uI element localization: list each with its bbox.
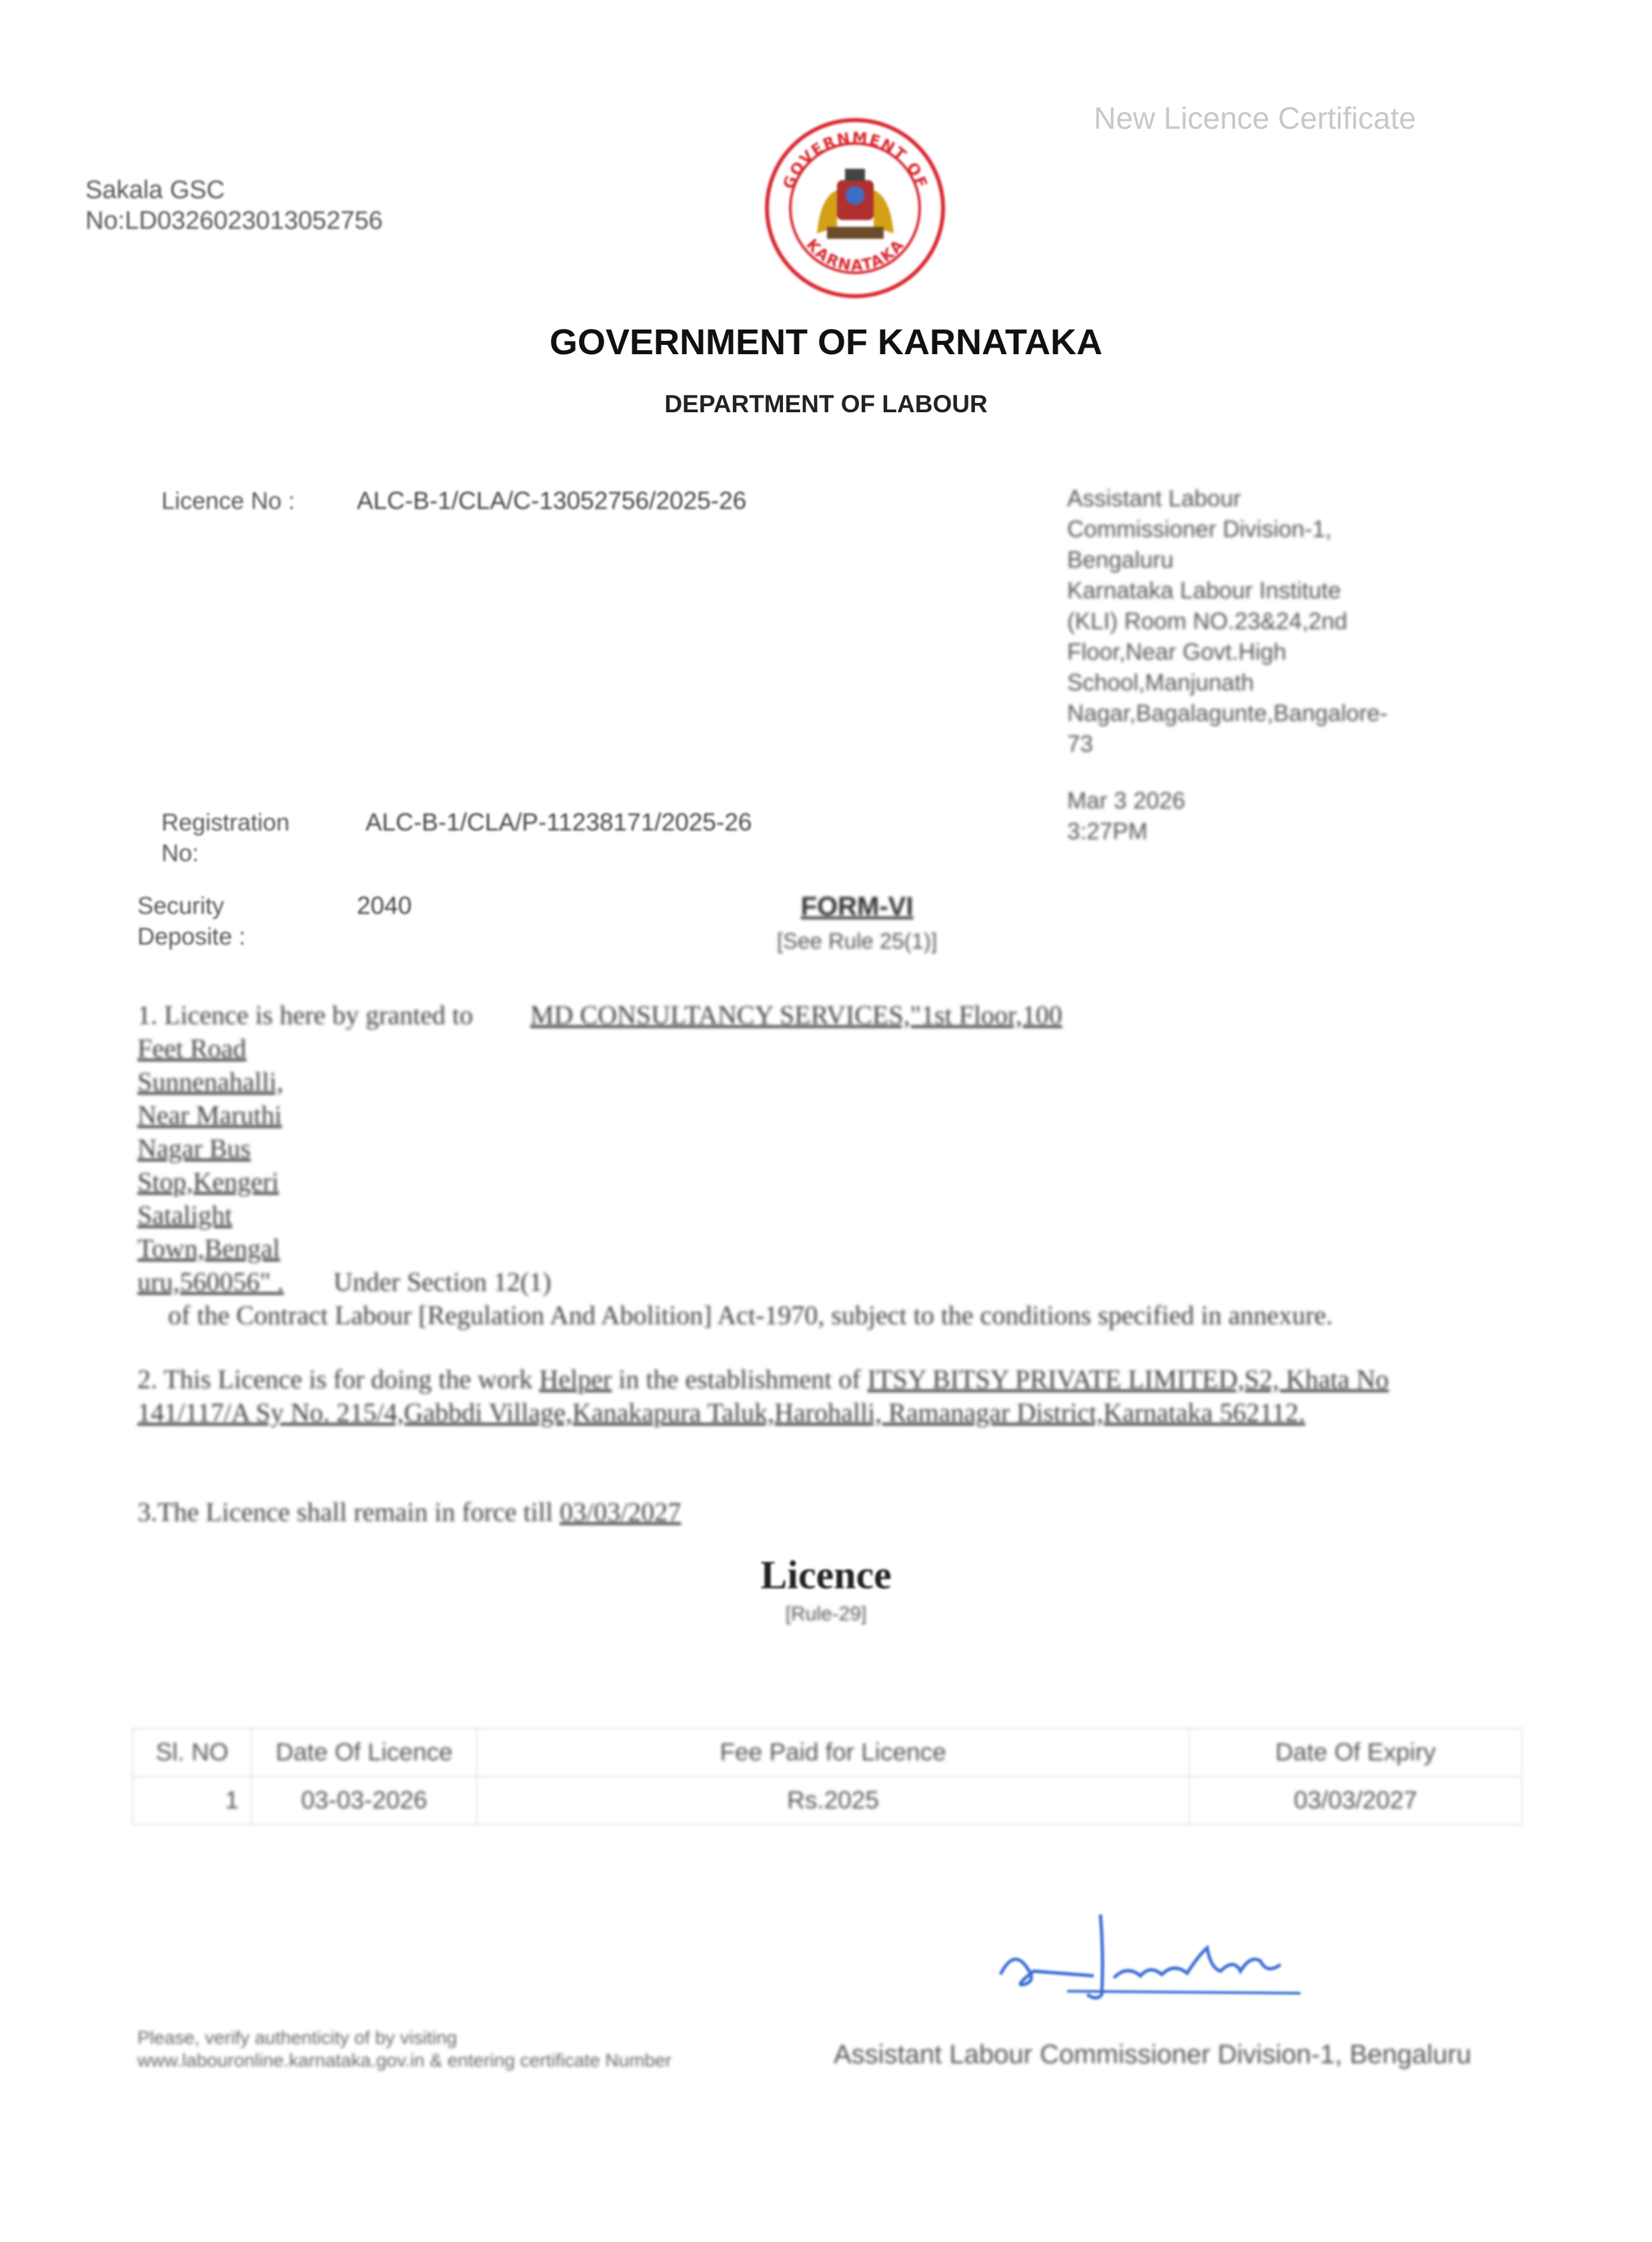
form-rule: [See Rule 25(1)] (776, 929, 938, 953)
issue-datetime (1067, 786, 1185, 847)
validity-date: 03/03/2027 (560, 1497, 682, 1527)
clause-2 (137, 1363, 1498, 1430)
contractor-name: MD CONSULTANCY SERVICES,"1st Floor,100 (530, 1000, 1062, 1030)
address-line: Karnataka Labour Institute (1067, 578, 1341, 604)
address-line: (KLI) Room NO.23&24,2nd (1067, 608, 1348, 634)
address-line: School,Manjunath (1067, 670, 1255, 696)
clause-2-mid: in the establishment of (618, 1364, 861, 1394)
verification-note: Please, verify authenticity of by visiting www.labouronline.karnataka.gov.in & entering certificate Number (137, 2027, 672, 2071)
column-header: Fee Paid for Licence (477, 1728, 1189, 1776)
sakala-number (85, 175, 383, 236)
registration-label-line-2: No: (161, 839, 199, 867)
licence-section-title: Licence (760, 1553, 892, 1597)
registration-number-value: ALC-B-1/CLA/P-11238171/2025-26 (365, 808, 752, 836)
signature-icon (987, 1901, 1334, 2011)
licence-section-rule: [Rule-29] (785, 1603, 867, 1625)
work-type: Helper (539, 1364, 612, 1394)
svg-text:GOVERNMENT OF: GOVERNMENT OF (780, 129, 931, 192)
contractor-address: Feet Road Sunnenahalli, Near Maruthi Nagar Bus Stop,Kengeri Satalight Town,Bengal uru,560056" . (137, 1033, 284, 1297)
sakala-line-1: Sakala GSC (85, 176, 225, 204)
clause-1-act: of the Contract Labour [Regulation And Abolition] Act-1970, subject to the conditions specified in annexure. (168, 1300, 1333, 1330)
registration-label-line-1: Registration (161, 808, 290, 836)
address-line: Bengaluru (1067, 547, 1174, 573)
address-line: Commissioner Division-1, (1067, 516, 1332, 542)
government-title: GOVERNMENT OF KARNATAKA (550, 322, 1102, 362)
security-deposit-label (137, 891, 245, 952)
issuer-address (1067, 484, 1441, 760)
fee-table (132, 1728, 1523, 1825)
table-header-row (133, 1728, 1522, 1776)
establishment-name: ITSY BITSY PRIVATE LIMITED,S2, Khata No 141/117/A Sy No. 215/4,Gabbdi Village,Kanakapura Taluk,Harohalli, Ramanagar District,Karnataka 562112. (137, 1364, 1389, 1428)
licence-number-label: Licence No : (161, 487, 295, 514)
address-line: 73 (1067, 731, 1093, 757)
issue-time: 3:27PM (1067, 818, 1148, 845)
address-line: Nagar,Bagalagunte,Bangalore- (1067, 700, 1388, 726)
table-cell: 1 (133, 1776, 251, 1824)
clause-1-lead: 1. Licence is here by granted to (137, 1000, 474, 1030)
security-deposit-value: 2040 (357, 892, 412, 919)
column-header: Date Of Expiry (1189, 1728, 1522, 1776)
clause-2-lead: 2. This Licence is for doing the work (137, 1364, 533, 1394)
table-cell: Rs.2025 (477, 1776, 1189, 1824)
clause-3-lead: 3.The Licence shall remain in force till (137, 1497, 554, 1527)
svg-text:KARNATAKA: KARNATAKA (802, 235, 908, 275)
registration-number-label (161, 807, 289, 869)
department-title: DEPARTMENT OF LABOUR (664, 390, 988, 418)
licence-number-value: ALC-B-1/CLA/C-13052756/2025-26 (357, 487, 747, 514)
clause-1-section: Under Section 12(1) (333, 1267, 552, 1297)
sakala-line-2: No:LD0326023013052756 (85, 207, 383, 235)
table-row (133, 1776, 1522, 1824)
karnataka-emblem-icon (764, 117, 947, 300)
table-cell: 03/03/2027 (1189, 1776, 1522, 1824)
column-header: Sl. NO (133, 1728, 251, 1776)
address-line: Floor,Near Govt.High (1067, 639, 1287, 665)
clause-3 (137, 1496, 681, 1529)
security-label-line-1: Security (137, 892, 225, 919)
certificate-type-label: New Licence Certificate (1094, 101, 1417, 135)
security-label-line-2: Deposite : (137, 923, 246, 950)
form-title: FORM-VI (800, 892, 914, 921)
signatory-designation: Assistant Labour Commissioner Division-1, Bengaluru (834, 2040, 1471, 2069)
table-cell: 03-03-2026 (251, 1776, 477, 1824)
address-line: Assistant Labour (1067, 486, 1241, 512)
issue-date: Mar 3 2026 (1067, 788, 1186, 814)
column-header: Date Of Licence (251, 1728, 477, 1776)
